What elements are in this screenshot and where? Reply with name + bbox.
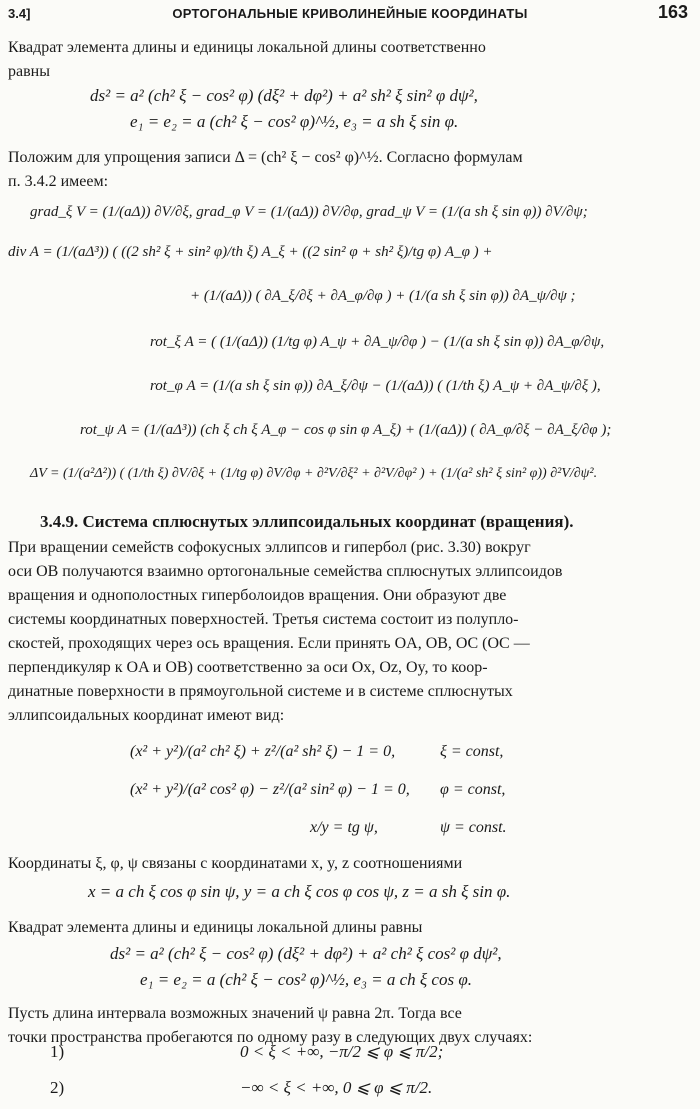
case-number: 1)	[50, 1042, 65, 1061]
surface-ellipsoid-const: ξ = const,	[440, 743, 504, 760]
text-line: оси OB получаются взаимно ортогональные семейства сплюснутых эллипсоидов	[8, 563, 563, 580]
equation-lame: e₁ = e₂ = a (ch² ξ − cos² φ)^½, e₃ = a sh ξ sin φ.	[130, 112, 459, 131]
running-head-section: 3.4]	[8, 6, 31, 21]
paragraph-metric: Квадрат элемента длины и единицы локальной длины равны	[8, 919, 423, 936]
equation-ds2-2: ds² = a² (ch² ξ − cos² φ) (dξ² + dφ²) + a² ch² ξ cos² φ dψ²,	[110, 944, 502, 963]
formula-grad: grad_ξ V = (1/(aΔ)) ∂V/∂ξ, grad_φ V = (1/(aΔ)) ∂V/∂φ, grad_ψ V = (1/(a sh ξ sin φ)) ∂V/∂ψ;	[30, 204, 588, 220]
surface-hyperboloid: (x² + y²)/(a² cos² φ) − z²/(a² sin² φ) − 1 = 0,	[130, 781, 410, 798]
text-line: динатные поверхности в прямоугольной системе и в системе сплюснутых	[8, 683, 513, 700]
equation-lame-2: e₁ = e₂ = a (ch² ξ − cos² φ)^½, e₃ = a ch ξ cos φ.	[140, 970, 472, 989]
case-number: 2)	[50, 1078, 65, 1097]
formula-laplacian: ΔV = (1/(a²Δ²)) ( (1/th ξ) ∂V/∂ξ + (1/tg φ) ∂V/∂φ + ∂²V/∂ξ² + ∂²V/∂φ² ) + (1/(a² sh² ξ sin² φ)) ∂²V/∂ψ².	[30, 466, 598, 481]
page-number: 163	[657, 2, 688, 22]
formula-div-2: + (1/(aΔ)) ( ∂A_ξ/∂ξ + ∂A_φ/∂φ ) + (1/(a sh ξ sin φ)) ∂A_ψ/∂ψ ;	[190, 288, 576, 304]
text-line: Положим для упрощения записи Δ = (ch² ξ − cos² φ)^½. Согласно формулам	[8, 149, 523, 166]
formula-rot-phi: rot_φ A = (1/(a sh ξ sin φ)) ∂A_ξ/∂ψ − (1/(aΔ)) ( (1/th ξ) A_ψ + ∂A_ψ/∂ξ ),	[150, 378, 601, 394]
paragraph-intro	[8, 36, 692, 84]
text-line: перпендикуляр к OA и OB) соответственно за оси Ox, Oz, Oy, то коор-	[8, 659, 488, 676]
text-line: Пусть длина интервала возможных значений ψ равна 2π. Тогда все	[8, 1005, 462, 1022]
text-line: п. 3.4.2 имеем:	[8, 173, 109, 190]
running-head-title: ОРТОГОНАЛЬНЫЕ КРИВОЛИНЕЙНЫЕ КООРДИНАТЫ	[172, 6, 528, 21]
text-line: скостей, проходящих через ось вращения. Если принять OA, OB, OC (OC —	[8, 635, 530, 652]
surface-ellipsoid: (x² + y²)/(a² ch² ξ) + z²/(a² sh² ξ) − 1 = 0,	[130, 743, 396, 760]
text-line: Квадрат элемента длины и единицы локальной длины соответственно	[8, 39, 486, 56]
text-line: вращения и однополостных гиперболоидов вращения. Они образуют две	[8, 587, 507, 604]
text-line: равны	[8, 63, 50, 80]
paragraph-delta	[8, 146, 692, 194]
paragraph-section	[8, 536, 692, 728]
text-line: При вращении семейств софокусных эллипсов и гипербол (рис. 3.30) вокруг	[8, 539, 531, 556]
formula-div-1: div A = (1/(aΔ³)) ( ((2 sh² ξ + sin² φ)/th ξ) A_ξ + ((2 sin² φ + sh² ξ)/tg φ) A_φ ) +	[8, 244, 493, 260]
surface-halfplane-const: ψ = const.	[440, 819, 507, 836]
equation-ds2: ds² = a² (ch² ξ − cos² φ) (dξ² + dφ²) + a² sh² ξ sin² φ dψ²,	[90, 86, 478, 105]
case-range: 0 < ξ < +∞, −π/2 ⩽ φ ⩽ π/2;	[240, 1042, 444, 1061]
case-range: −∞ < ξ < +∞, 0 ⩽ φ ⩽ π/2.	[240, 1078, 433, 1097]
text-line: системы координатных поверхностей. Третья система состоит из полупло-	[8, 611, 519, 628]
paragraph-coordinates: Координаты ξ, φ, ψ связаны с координатами x, y, z соотношениями	[8, 855, 463, 872]
text-line: эллипсоидальных координат имеют вид:	[8, 707, 285, 724]
text-line: точки пространства пробегаются по одному разу в следующих двух случаях:	[8, 1029, 533, 1046]
surface-halfplane: x/y = tg ψ,	[310, 819, 378, 836]
formula-rot-psi: rot_ψ A = (1/(aΔ³)) (ch ξ ch ξ A_φ − cos φ sin φ A_ξ) + (1/(aΔ)) ( ∂A_φ/∂ξ − ∂A_ξ/∂φ );	[80, 422, 612, 438]
equation-coordinates: x = a ch ξ cos φ sin ψ, y = a ch ξ cos φ cos ψ, z = a sh ξ sin φ.	[88, 882, 511, 901]
surface-hyperboloid-const: φ = const,	[440, 781, 506, 798]
formula-rot-xi: rot_ξ A = ( (1/(aΔ)) (1/tg φ) A_ψ + ∂A_ψ/∂φ ) − (1/(a sh ξ sin φ)) ∂A_φ/∂ψ,	[150, 334, 605, 350]
section-heading: 3.4.9. Система сплюснутых эллипсоидальных координат (вращения).	[40, 512, 574, 531]
